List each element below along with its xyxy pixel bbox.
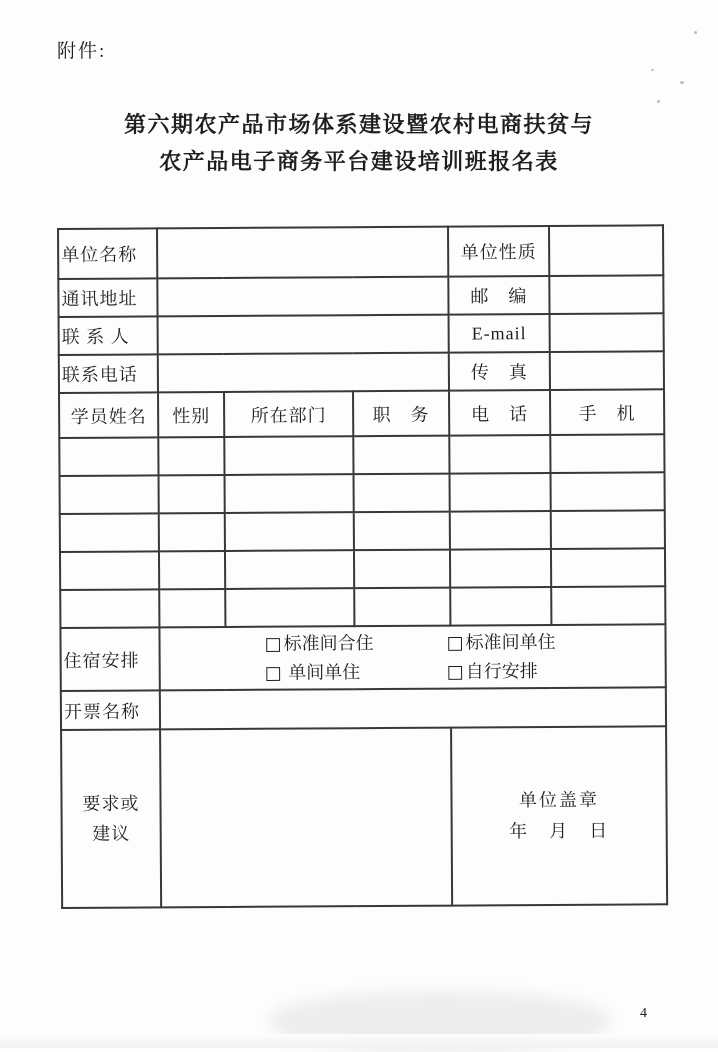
telephone-header: 电 话	[449, 390, 550, 436]
attendee-empty-cell	[158, 437, 224, 475]
option-standard-shared-label: 标准间合住	[283, 632, 374, 654]
address-label: 通讯地址	[58, 278, 157, 317]
option-self-arrange-label: 自行安排	[465, 660, 538, 682]
remarks-label-line1: 要求或	[82, 793, 140, 814]
checkbox-icon: □	[446, 632, 464, 654]
attendee-empty-cell	[450, 549, 551, 588]
attendee-empty-cell	[353, 436, 449, 475]
option-self-arrange	[447, 657, 538, 687]
attendee-empty-cell	[60, 475, 159, 514]
attendee-empty-cell	[354, 588, 450, 627]
option-single-room	[265, 657, 447, 687]
position-header: 职 务	[353, 391, 449, 437]
accommodation-options-line1	[264, 627, 662, 658]
date-fields-label: 年 月 日	[509, 820, 610, 842]
attendee-empty-row	[60, 548, 665, 590]
attendee-empty-cell	[225, 588, 354, 627]
department-header: 所在部门	[224, 391, 353, 437]
attendee-empty-cell	[159, 513, 225, 551]
scan-edge-shadow	[0, 1034, 718, 1048]
attachment-label: 附件:	[57, 41, 107, 62]
contact-phone-value	[158, 353, 449, 393]
option-standard-shared	[264, 628, 446, 658]
attendee-empty-cell	[225, 474, 354, 513]
fax-value	[550, 351, 664, 390]
attendee-empty-cell	[225, 512, 354, 551]
scan-speck	[680, 81, 684, 84]
info-row-unit-name	[58, 225, 663, 279]
scan-speck	[694, 31, 697, 34]
attendee-empty-row	[60, 472, 665, 514]
remarks-row	[61, 726, 667, 908]
attendee-empty-cell	[159, 589, 225, 627]
invoice-name-value	[160, 687, 666, 729]
unit-type-value	[549, 225, 663, 276]
document-title	[0, 106, 718, 180]
attendee-empty-row	[60, 586, 665, 628]
attendee-empty-cell	[551, 548, 665, 587]
gender-header: 性别	[158, 392, 224, 437]
checkbox-icon: □	[264, 633, 282, 655]
attendee-empty-cell	[450, 511, 551, 550]
attendee-empty-cell	[551, 586, 665, 625]
unit-name-label: 单位名称	[58, 228, 157, 279]
accommodation-options	[159, 624, 665, 690]
stamp-cell	[451, 726, 667, 905]
attendee-empty-cell	[159, 551, 225, 589]
option-single-room-label: 单间单住	[283, 661, 361, 683]
email-label: E-mail	[449, 314, 550, 353]
scan-speck	[657, 100, 660, 103]
attendee-empty-cell	[60, 513, 159, 552]
remarks-label-line2: 建议	[92, 823, 131, 844]
remarks-value	[160, 728, 452, 908]
info-row-address	[58, 275, 663, 317]
attendee-empty-cell	[354, 512, 450, 551]
attendee-empty-cell	[224, 436, 353, 475]
attendee-empty-cell	[551, 472, 665, 511]
attendee-empty-cell	[225, 550, 354, 589]
postcode-value	[549, 275, 663, 314]
info-row-contact	[59, 313, 664, 355]
attendee-empty-cell	[550, 434, 664, 473]
checkbox-icon: □	[264, 662, 282, 684]
invoice-name-label: 开票名称	[61, 690, 160, 730]
unit-type-label: 单位性质	[448, 226, 549, 277]
unit-stamp-label: 单位盖章	[518, 789, 600, 811]
postcode-label: 邮 编	[448, 276, 549, 315]
contact-person-value	[158, 315, 449, 355]
registration-form-table	[57, 224, 668, 909]
attendee-empty-cell	[354, 550, 450, 589]
mobile-header: 手 机	[550, 389, 664, 435]
accommodation-label: 住宿安排	[60, 627, 159, 691]
page-number: 4	[640, 1006, 647, 1021]
checkbox-icon: □	[446, 661, 464, 683]
scan-speck	[651, 69, 654, 71]
attendee-empty-cell	[159, 475, 225, 513]
attendee-header-row	[59, 389, 664, 438]
accommodation-options-line2	[265, 656, 663, 687]
accommodation-row	[60, 624, 665, 691]
document-title-line1: 第六期农产品市场体系建设暨农村电商扶贫与	[123, 112, 594, 137]
option-standard-single	[446, 627, 555, 657]
email-value	[550, 313, 664, 352]
remarks-label	[61, 729, 161, 908]
contact-phone-label: 联系电话	[59, 354, 158, 393]
address-value	[157, 277, 448, 317]
contact-person-label: 联 系 人	[59, 316, 158, 355]
attendee-empty-cell	[551, 510, 665, 549]
attendee-empty-cell	[354, 474, 450, 513]
invoice-row	[61, 687, 666, 730]
unit-name-value	[157, 227, 448, 279]
attendee-empty-cell	[449, 435, 550, 474]
attendee-empty-cell	[450, 473, 551, 512]
document-title-line2: 农产品电子商务平台建设培训班报名表	[159, 149, 559, 174]
option-standard-single-label: 标准间单住	[465, 631, 556, 653]
attendee-name-header: 学员姓名	[59, 392, 158, 438]
attendee-empty-row	[60, 510, 665, 552]
info-row-phone	[59, 351, 664, 393]
attendee-empty-cell	[59, 437, 158, 476]
attendee-empty-cell	[60, 551, 159, 590]
attendee-empty-cell	[450, 587, 551, 626]
fax-label: 传 真	[449, 352, 550, 391]
attendee-empty-cell	[60, 589, 159, 628]
attendee-empty-row	[59, 434, 664, 476]
